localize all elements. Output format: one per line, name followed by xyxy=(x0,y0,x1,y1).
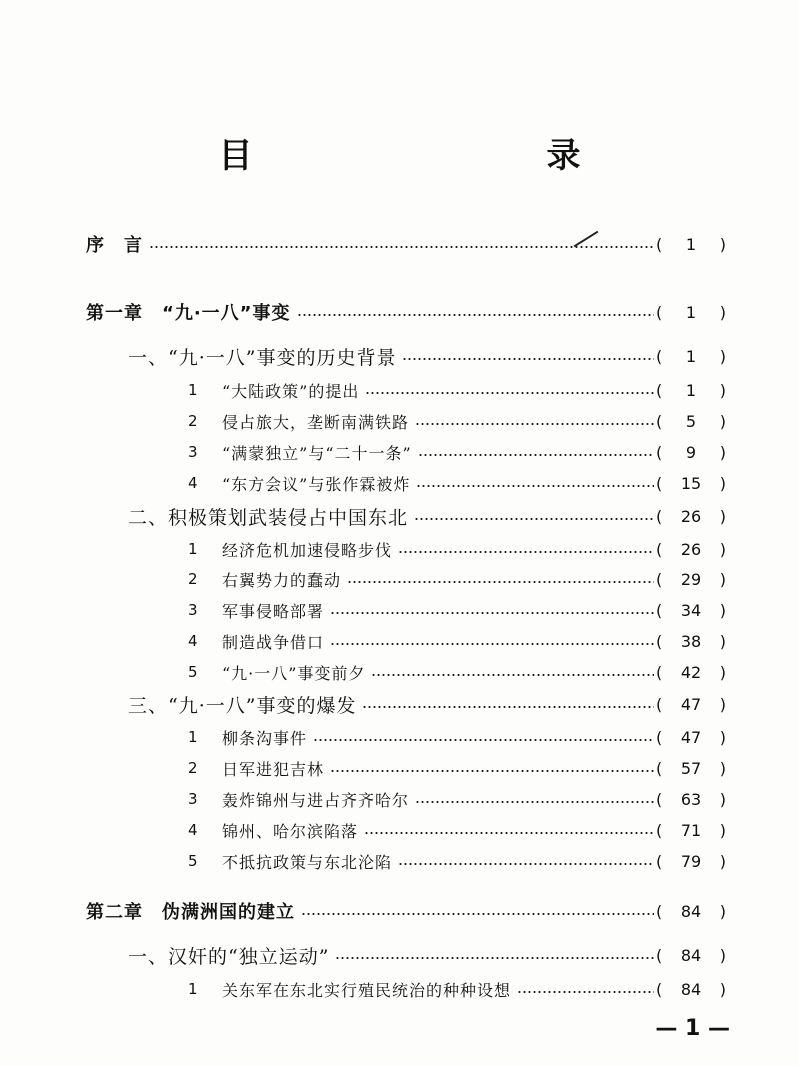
leader-dots xyxy=(398,550,654,554)
leader-dots xyxy=(330,642,654,646)
leader-dots xyxy=(313,738,654,742)
leader-dots xyxy=(364,831,654,835)
leader-dots xyxy=(517,990,654,994)
toc-entry-item[interactable] xyxy=(188,596,726,624)
toc-entry-item[interactable] xyxy=(188,785,726,813)
toc-entry-title: 序 言 xyxy=(86,235,143,256)
toc-entry-item[interactable] xyxy=(188,565,726,593)
toc-entry-item[interactable] xyxy=(188,535,726,563)
toc-entry-chapter-2[interactable] xyxy=(86,897,726,925)
toc-page-number: ( 1 ) xyxy=(656,234,726,254)
toc-page-number: ( 42 ) xyxy=(656,662,726,682)
leader-dots xyxy=(301,912,654,916)
toc-entry-title: “满蒙独立”与“二十一条” xyxy=(222,443,412,463)
toc-entry-title: 一、汉奸的“独立运动” xyxy=(128,945,330,968)
toc-entry-title: 右翼势力的蠢动 xyxy=(222,570,342,590)
toc-entry-item[interactable] xyxy=(188,723,726,751)
toc-entry-title: 日军进犯吉林 xyxy=(222,759,325,779)
leader-dots xyxy=(330,769,654,773)
toc-page-number: ( 29 ) xyxy=(656,569,726,589)
toc-page-number: ( 38 ) xyxy=(656,631,726,651)
leader-dots xyxy=(371,673,654,677)
toc-entry-title: 侵占旅大，垄断南满铁路 xyxy=(222,412,410,432)
toc-entry-section[interactable] xyxy=(128,690,726,718)
toc-page-number: ( 1 ) xyxy=(656,380,726,400)
toc-entry-item[interactable] xyxy=(188,658,726,686)
toc-page-number: ( 47 ) xyxy=(656,727,726,747)
toc-entry-title: 第二章 伪满洲国的建立 xyxy=(86,902,295,923)
toc-page-number: ( 57 ) xyxy=(656,758,726,778)
toc-entry-item[interactable] xyxy=(188,847,726,875)
leader-dots xyxy=(347,580,654,584)
leader-dots xyxy=(149,245,654,249)
toc-entry-title: 三、“九·一八”事变的爆发 xyxy=(128,694,357,717)
toc-item-number: 1 xyxy=(188,381,198,399)
toc-page-number: ( 63 ) xyxy=(656,789,726,809)
toc-item-number: 1 xyxy=(188,728,198,746)
leader-dots xyxy=(330,611,654,615)
toc-entry-section[interactable] xyxy=(128,502,726,530)
toc-entry-item[interactable] xyxy=(188,469,726,497)
toc-entry-title: “大陆政策”的提出 xyxy=(222,381,360,401)
toc-entry-preface[interactable] xyxy=(86,230,726,258)
toc-item-number: 2 xyxy=(188,759,198,777)
toc-page-number: ( 71 ) xyxy=(656,820,726,840)
toc-entry-title: 锦州、哈尔滨陷落 xyxy=(222,821,359,841)
toc-entry-title: 第一章 “九·一八”事变 xyxy=(86,303,291,324)
leader-dots xyxy=(402,357,654,361)
toc-entry-title: 不抵抗政策与东北沦陷 xyxy=(222,852,393,872)
toc-entry-title: 柳条沟事件 xyxy=(222,728,308,748)
toc-entry-item[interactable] xyxy=(188,754,726,782)
toc-page-number: ( 1 ) xyxy=(656,302,726,322)
toc-item-number: 5 xyxy=(188,852,198,870)
toc-entry-title: 一、“九·一八”事变的历史背景 xyxy=(128,346,397,369)
toc-entry-chapter-1[interactable] xyxy=(86,298,726,326)
toc-item-number: 5 xyxy=(188,663,198,681)
toc-page-number: ( 15 ) xyxy=(656,473,726,493)
leader-dots xyxy=(362,705,654,709)
toc-page-number: ( 9 ) xyxy=(656,442,726,462)
page-title: 目 录 xyxy=(218,136,711,176)
toc-item-number: 3 xyxy=(188,601,198,619)
leader-dots xyxy=(365,391,654,395)
toc-entry-title: 轰炸锦州与进占齐齐哈尔 xyxy=(222,790,410,810)
leader-dots xyxy=(415,422,654,426)
toc-page-number: ( 84 ) xyxy=(656,945,726,965)
toc-entry-title: 二、积极策划武装侵占中国东北 xyxy=(128,506,409,529)
toc-page-number: ( 84 ) xyxy=(656,901,726,921)
toc-page-number: ( 26 ) xyxy=(656,539,726,559)
toc-page-number: ( 47 ) xyxy=(656,694,726,714)
toc-item-number: 4 xyxy=(188,821,198,839)
toc-entry-section[interactable] xyxy=(128,941,726,969)
toc-page-number: ( 26 ) xyxy=(656,506,726,526)
toc-entry-title: “九·一八”事变前夕 xyxy=(222,663,366,683)
toc-item-number: 2 xyxy=(188,412,198,430)
toc-entry-item[interactable] xyxy=(188,376,726,404)
toc-page-number: ( 34 ) xyxy=(656,600,726,620)
leader-dots xyxy=(398,862,654,866)
toc-entry-item[interactable] xyxy=(188,816,726,844)
toc-item-number: 1 xyxy=(188,540,198,558)
toc-item-number: 3 xyxy=(188,790,198,808)
toc-item-number: 1 xyxy=(188,980,198,998)
toc-entry-item[interactable] xyxy=(188,438,726,466)
leader-dots xyxy=(335,956,654,960)
leader-dots xyxy=(414,517,654,521)
page-number-footer: — 1 — xyxy=(655,1016,730,1041)
toc-item-number: 4 xyxy=(188,474,198,492)
toc-entry-item[interactable] xyxy=(188,627,726,655)
toc-entry-item[interactable] xyxy=(188,975,726,1003)
toc-item-number: 2 xyxy=(188,570,198,588)
toc-entry-title: 军事侵略部署 xyxy=(222,601,325,621)
toc-page-number: ( 79 ) xyxy=(656,851,726,871)
toc-item-number: 3 xyxy=(188,443,198,461)
toc-entry-section[interactable] xyxy=(128,342,726,370)
toc-entry-title: 经济危机加速侵略步伐 xyxy=(222,540,393,560)
toc-entry-item[interactable] xyxy=(188,407,726,435)
toc-entry-title: 关东军在东北实行殖民统治的种种设想 xyxy=(222,980,512,1000)
toc-item-number: 4 xyxy=(188,632,198,650)
toc-entry-title: 制造战争借口 xyxy=(222,632,325,652)
toc-page-number: ( 5 ) xyxy=(656,411,726,431)
leader-dots xyxy=(418,453,654,457)
leader-dots xyxy=(297,313,655,317)
leader-dots xyxy=(415,800,654,804)
toc-page-number: ( 1 ) xyxy=(656,346,726,366)
leader-dots xyxy=(416,484,654,488)
toc-entry-title: “东方会议”与张作霖被炸 xyxy=(222,474,411,494)
toc-page-number: ( 84 ) xyxy=(656,979,726,999)
